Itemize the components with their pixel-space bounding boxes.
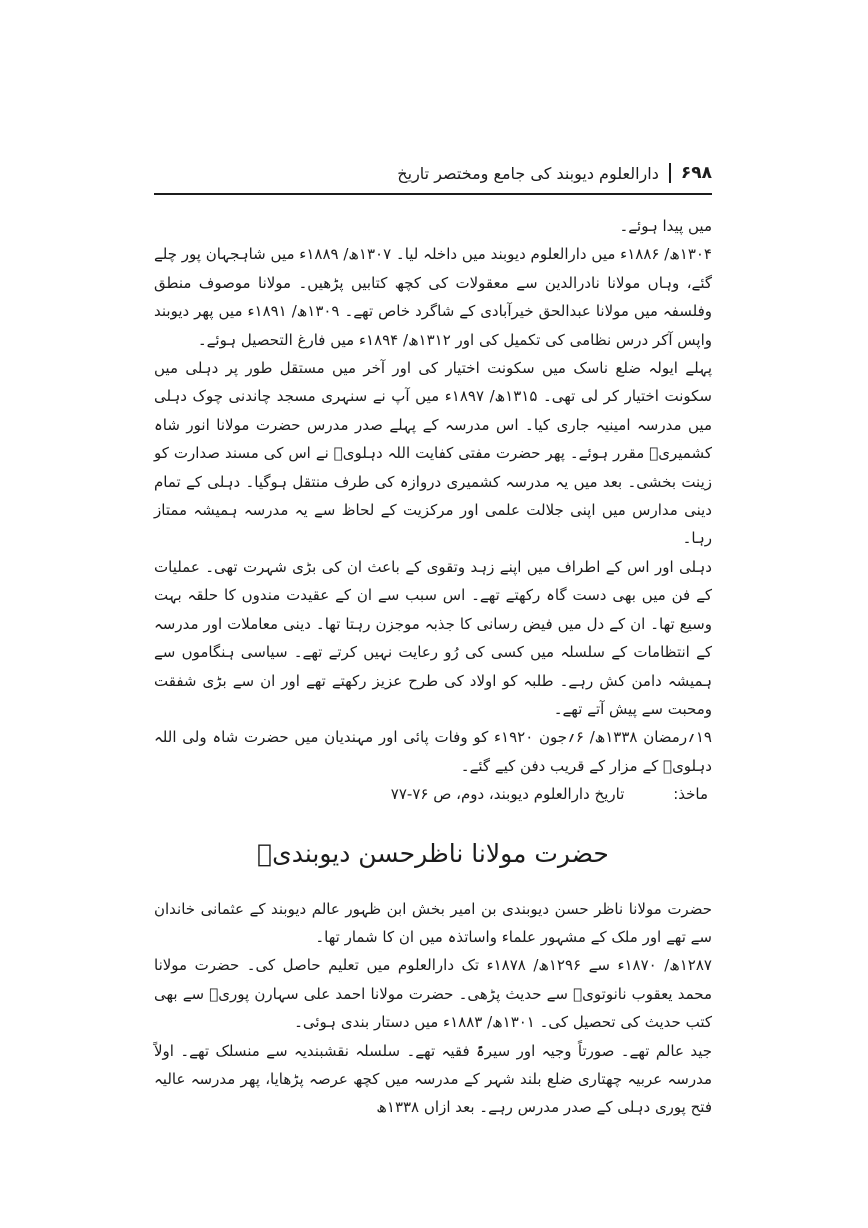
paragraph: ۱۳۰۴ھ/ ۱۸۸۶ء میں دارالعلوم دیوبند میں داخلہ لیا۔ ۱۳۰۷ھ/ ۱۸۸۹ء میں شاہجہان پور چلے گئے، وہاں مولانا نادرالدین سے معقولات کی کچھ کتابیں پڑھیں۔ مولانا موصوف منطق وفلسفہ میں مولانا عبدالحق خیرآبادی کے شاگرد خاص تھے۔ ۱۳۰۹ھ/ ۱۸۹۱ء میں پھر دیوبند واپس آکر درس نظامی کی تکمیل کی اور ۱۳۱۲ھ/ ۱۸۹۴ء میں فارغ التحصیل ہوئے۔ xyxy=(154,245,712,349)
paragraph: حضرت مولانا ناظر حسن دیوبندی بن امیر بخش ابن ظہور عالم دیوبند کے عثمانی خاندان سے تھے اور ملک کے مشہور علماء واساتذہ میں ان کا شمار تھا۔ xyxy=(154,899,712,946)
paragraph: دہلی اور اس کے اطراف میں اپنے زہد وتقوی کے باعث ان کی بڑی شہرت تھی۔ عملیات کے فن میں بھی دست گاہ رکھتے تھے۔ اس سبب سے ان کے عقیدت مندوں کا حلقہ بہت وسیع تھا۔ ان کے دل میں فیض رسانی کا جذبہ موجزن رہتا تھا۔ دینی معاملات اور مدرسہ کے انتظامات کے سلسلہ میں کسی کی رُو رعایت نہیں کرتے تھے۔ سیاسی ہنگاموں سے ہمیشہ دامن کش رہے۔ طلبہ کو اولاد کی طرح عزیز رکھتے تھے اور ان سے بڑی شفقت ومحبت سے پیش آتے تھے۔ xyxy=(154,557,712,718)
page-number: ۶۹۸ xyxy=(680,163,712,183)
paragraph: پہلے ایولہ ضلع ناسک میں سکونت اختیار کی اور آخر میں مستقل طور پر دہلی میں سکونت اختیار کر لی تھی۔ ۱۳۱۵ھ/ ۱۸۹۷ء میں آپ نے سنہری مسجد چاندنی چوک دہلی میں مدرسہ امینیہ جاری کیا۔ اس مدرسہ کے پہلے صدر مدرس حضرت مولانا انور شاہ کشمیریؒ مقرر ہوئے۔ پھر حضرت مفتی کفایت اللہ دہلویؒ نے اس کی مسند صدارت کو زینت بخشی۔ بعد میں یہ مدرسہ کشمیری دروازہ کی طرف منتقل ہوگیا۔ دہلی کے تمام دینی مدارس میں اپنی جلالت علمی اور مرکزیت کے لحاظ سے یہ مدرسہ ہمیشہ ممتاز رہا۔ xyxy=(154,359,712,548)
header-rule xyxy=(154,193,712,195)
source-reference xyxy=(154,780,712,808)
paragraph: ۱۲۸۷ھ/ ۱۸۷۰ء سے ۱۲۹۶ھ/ ۱۸۷۸ء تک دارالعلوم میں تعلیم حاصل کی۔ حضرت مولانا محمد یعقوب نانوتویؒ سے حدیث پڑھی۔ حضرت مولانا احمد علی سہارن پوریؒ سے بھی کتب حدیث کی تحصیل کی۔ ۱۳۰۱ھ/ ۱۸۸۳ء میں دستار بندی ہوئی۔ xyxy=(154,956,712,1032)
source-text: تاریخ دارالعلوم دیوبند، دوم، ص ۷۶-۷۷ xyxy=(390,785,625,804)
paragraph: جید عالم تھے۔ صورتاً وجیہ اور سیرۃً فقیہ تھے۔ سلسلہ نقشبندیہ سے منسلک تھے۔ اولاً مدرسہ عربیہ چھتاری ضلع بلند شہر کے مدرسہ میں کچھ عرصہ پڑھایا، پھر مدرسہ عالیہ فتح پوری دہلی کے صدر مدرس رہے۔ بعد ازاں ۱۳۳۸ھ xyxy=(154,1041,712,1117)
paragraph: ۱۹؍رمضان ۱۳۳۸ھ/ ۶؍جون ۱۹۲۰ء کو وفات پائی اور مہندیان میں حضرت شاہ ولی اللہ دہلویؒ کے مزار کے قریب دفن کیے گئے۔ xyxy=(154,728,712,775)
header-separator xyxy=(669,163,671,183)
book-title: دارالعلوم دیوبند کی جامع ومختصر تاریخ xyxy=(397,163,659,183)
page-body xyxy=(154,212,712,1122)
paragraph: میں پیدا ہوئے۔ xyxy=(619,217,712,235)
source-label: ماخذ: xyxy=(673,785,708,804)
page-header xyxy=(154,158,712,188)
section-heading: حضرت مولانا ناظرحسن دیوبندیؒ xyxy=(257,838,609,868)
